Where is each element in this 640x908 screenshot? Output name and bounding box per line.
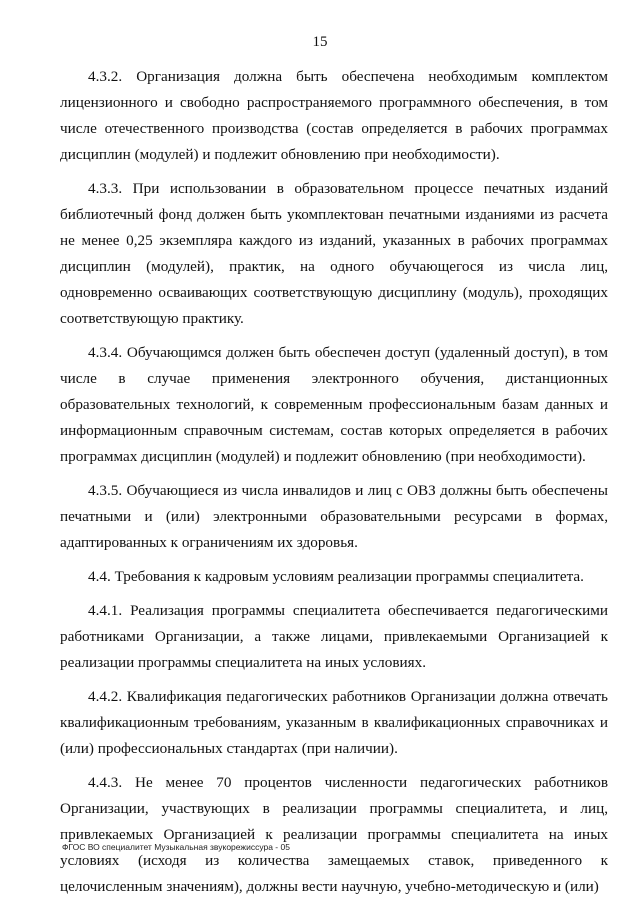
page-body xyxy=(60,64,608,908)
paragraph-4-3-2: 4.3.2. Организация должна быть обеспечена необходимым комплектом лицензионного и свободно распространяемого программного обеспечения, в том числе отечественного производства (состав определяется в рабочих программах дисциплин (модулей) и подлежит обновлению при необходимости). xyxy=(60,68,608,163)
page-footer: ФГОС ВО специалитет Музыкальная звукорежиссура - 05 xyxy=(62,842,290,852)
paragraph-4-4: 4.4. Требования к кадровым условиям реализации программы специалитета. xyxy=(88,568,584,585)
paragraph-4-3-5: 4.3.5. Обучающиеся из числа инвалидов и лиц с ОВЗ должны быть обеспечены печатными и (или) электронными образовательными ресурсами в формах, адаптированных к ограничениям их здоровья. xyxy=(60,482,608,551)
paragraph-4-4-3: 4.4.3. Не менее 70 процентов численности педагогических работников Организации, участвующих в реализации программы специалитета, и лиц, привлекаемых Организацией к реализации программы специалитета на иных условиях (исходя из количества замещаемых ставок, приведенного к целочисленным значениям), должны вести научную, учебно-методическую и (или) xyxy=(60,774,608,895)
page-number: 15 xyxy=(312,34,328,50)
paragraph-4-3-3: 4.3.3. При использовании в образовательном процессе печатных изданий библиотечный фонд должен быть укомплектован печатными изданиями из расчета не менее 0,25 экземпляра каждого из изданий, указанных в рабочих программах дисциплин (модулей), практик, на одного обучающегося из числа лиц, одновременно осваивающих соответствующую дисциплину (модуль), проходящих соответствующую практику. xyxy=(60,180,608,327)
paragraph-4-4-1: 4.4.1. Реализация программы специалитета обеспечивается педагогическими работниками Организации, а также лицами, привлекаемыми Организацией к реализации программы специалитета на иных условиях. xyxy=(60,602,608,671)
paragraph-4-4-2: 4.4.2. Квалификация педагогических работников Организации должна отвечать квалификационным требованиям, указанным в квалификационных справочниках и (или) профессиональных стандартах (при наличии). xyxy=(60,688,608,757)
paragraph-4-3-4: 4.3.4. Обучающимся должен быть обеспечен доступ (удаленный доступ), в том числе в случае применения электронного обучения, дистанционных образовательных технологий, к современным профессиональным базам данных и информационным справочным системам, состав которых определяется в рабочих программах дисциплин (модулей) и подлежит обновлению (при необходимости). xyxy=(60,344,608,465)
